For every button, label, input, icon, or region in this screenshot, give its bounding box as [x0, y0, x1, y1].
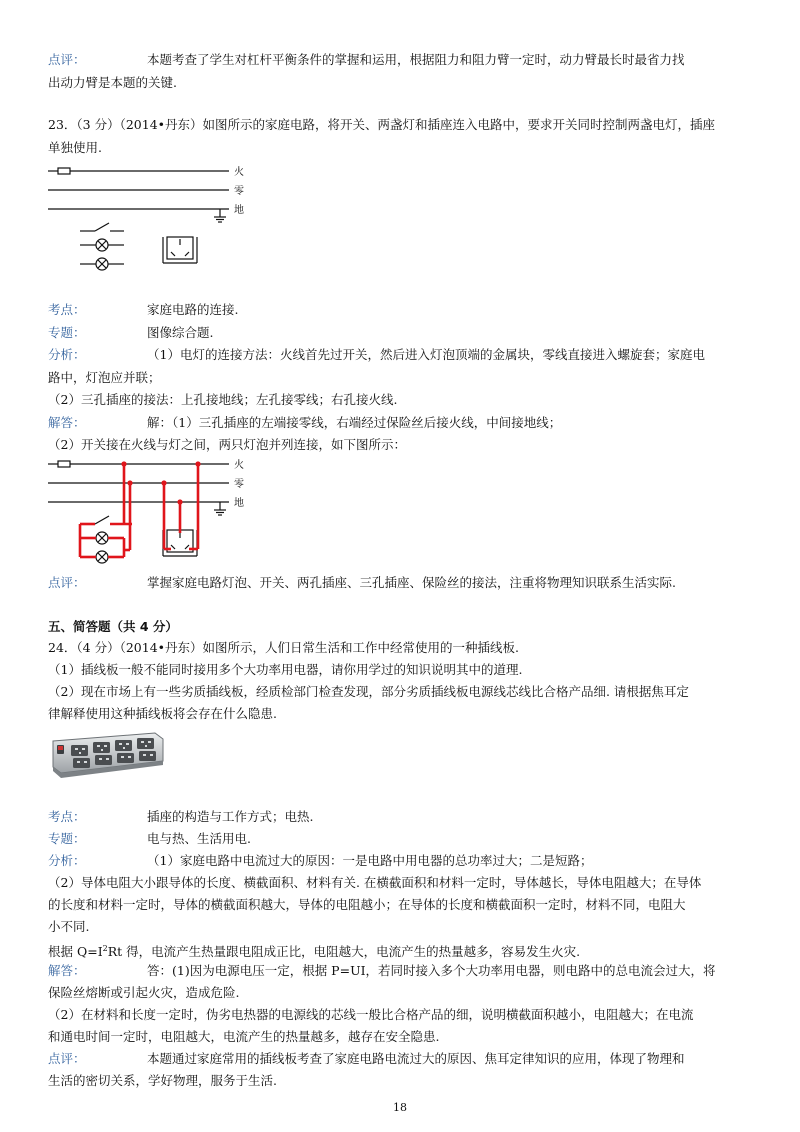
q24-stem-line4: 律解释使用这种插线板将会存在什么隐患. [48, 706, 277, 721]
q24-stem-line3: （2）现在市场上有一些劣质插线板，经质检部门检查发现，部分劣质插线板电源线芯线比合格产品细. 请根据焦耳定 [48, 684, 689, 699]
q24-comment-line1: 本题通过家庭常用的插线板考查了家庭电路电流过大的原因、焦耳定律知识的应用，体现了物理和 [147, 1051, 685, 1066]
q23-point-label: 考点： [48, 302, 86, 317]
q23-question-circuit-diagram [46, 160, 256, 275]
q22-comment-line2: 出动力臂是本题的关键. [48, 75, 177, 90]
q23-live-wire-label: 火 [234, 167, 244, 178]
q23-answer-label: 解答： [48, 415, 86, 430]
q23-analysis-line1: （1）电灯的连接方法：火线首先过开关，然后进入灯泡顶端的金属块，零线直接进入螺旋套；家庭电 [147, 347, 705, 362]
q23-analysis-label: 分析： [48, 347, 86, 362]
q23-answer-circuit-diagram [46, 453, 256, 568]
q24-stem-line2: （1）插线板一般不能同时接用多个大功率用电器，请你用学过的知识说明其中的道理. [48, 662, 523, 677]
q23-analysis-line3: （2）三孔插座的接法：上孔接地线；左孔接零线；右孔接火线. [48, 392, 398, 407]
q23-analysis-line2: 路中，灯泡应并联； [48, 370, 161, 385]
q24-analysis-line2: （2）导体电阻大小跟导体的长度、横截面积、材料有关. 在横截面积和材料一定时，导体越长，导体电阻越大；在导体 [48, 875, 702, 890]
q23-answer-line2: （2）开关接在火线与灯之间，两只灯泡并列连接，如下图所示： [48, 437, 406, 452]
q24-comment-label: 点评： [48, 1051, 86, 1066]
q23-comment-label: 点评： [48, 575, 86, 590]
q23-neutral-wire-label: 零 [234, 186, 244, 197]
joule-law-formula-a: 根据 Q=I [48, 944, 103, 960]
q24-analysis-line3: 的长度和材料一定时，导体的横截面积越大，导体的电阻越小；在导体的长度和横截面积一定时，材料不同，电阻大 [48, 897, 686, 912]
q24-analysis-line5 [48, 940, 580, 961]
q24-answer-line2: 保险丝熔断或引起火灾，造成危险. [48, 985, 240, 1000]
q23-point-value: 家庭电路的连接. [147, 302, 239, 317]
q22-comment-line1: 本题考查了学生对杠杆平衡条件的掌握和运用，根据阻力和阻力臂一定时，动力臂最长时最省力找 [147, 52, 685, 67]
q24-answer-label: 解答： [48, 963, 86, 978]
q24-analysis-line4: 小不同. [48, 919, 90, 934]
q23-answer-line1: 解：（1）三孔插座的左端接零线，右端经过保险丝后接火线，中间接地线； [147, 415, 562, 430]
q24-comment-line2: 生活的密切关系，学好物理，服务于生活. [48, 1073, 277, 1088]
q23-answer-ground-wire-label: 地 [234, 498, 244, 509]
q24-stem-line1: 24．（4 分）（2014•丹东）如图所示，人们日常生活和工作中经常使用的一种插线板. [48, 640, 519, 655]
q23-answer-live-wire-label: 火 [234, 460, 244, 471]
q24-point-label: 考点： [48, 809, 86, 824]
power-strip-image [47, 727, 167, 781]
q23-comment-value: 掌握家庭电路灯泡、开关、两孔插座、三孔插座、保险丝的接法，注重将物理知识联系生活实际. [147, 575, 676, 590]
q23-stem-line2: 单独使用. [48, 140, 102, 155]
q23-ground-wire-label: 地 [234, 205, 244, 216]
joule-law-exponent: 2 [102, 944, 108, 953]
q24-answer-line3: （2）在材料和长度一定时，伪劣电热器的电源线的芯线一般比合格产品的细，说明横截面积越小，电阻越大；在电流 [48, 1007, 694, 1022]
section5-title: 五、简答题（共 4 分） [48, 619, 178, 634]
q24-topic-label: 专题： [48, 831, 86, 846]
q24-analysis-line1: （1）家庭电路中电流过大的原因：一是电路中用电器的总功率过大；二是短路； [147, 853, 593, 868]
q23-answer-neutral-wire-label: 零 [234, 479, 244, 490]
page-number: 18 [393, 1101, 407, 1114]
q24-topic-value: 电与热、生活用电. [147, 831, 251, 846]
q23-topic-value: 图像综合题. [147, 325, 214, 340]
q23-stem-line1: 23．（3 分）（2014•丹东）如图所示的家庭电路，将开关、两盏灯和插座连入电路中，要求开关同时控制两盏电灯，插座 [48, 117, 716, 132]
q24-analysis-label: 分析： [48, 853, 86, 868]
q22-comment-label: 点评： [48, 52, 86, 67]
q24-answer-line4: 和通电时间一定时，电阻越大，电流产生的热量越多，越存在安全隐患. [48, 1029, 440, 1044]
q23-topic-label: 专题： [48, 325, 86, 340]
q24-point-value: 插座的构造与工作方式；电热. [147, 809, 314, 824]
joule-law-formula-b: Rt 得，电流产生热量跟电阻成正比，电阻越大，电流产生的热量越多，容易发生火灾. [107, 944, 581, 960]
q24-answer-line1: 答：(1)因为电源电压一定，根据 P=UI，若同时接入多个大功率用电器，则电路中的总电流会过大，将 [147, 963, 716, 978]
